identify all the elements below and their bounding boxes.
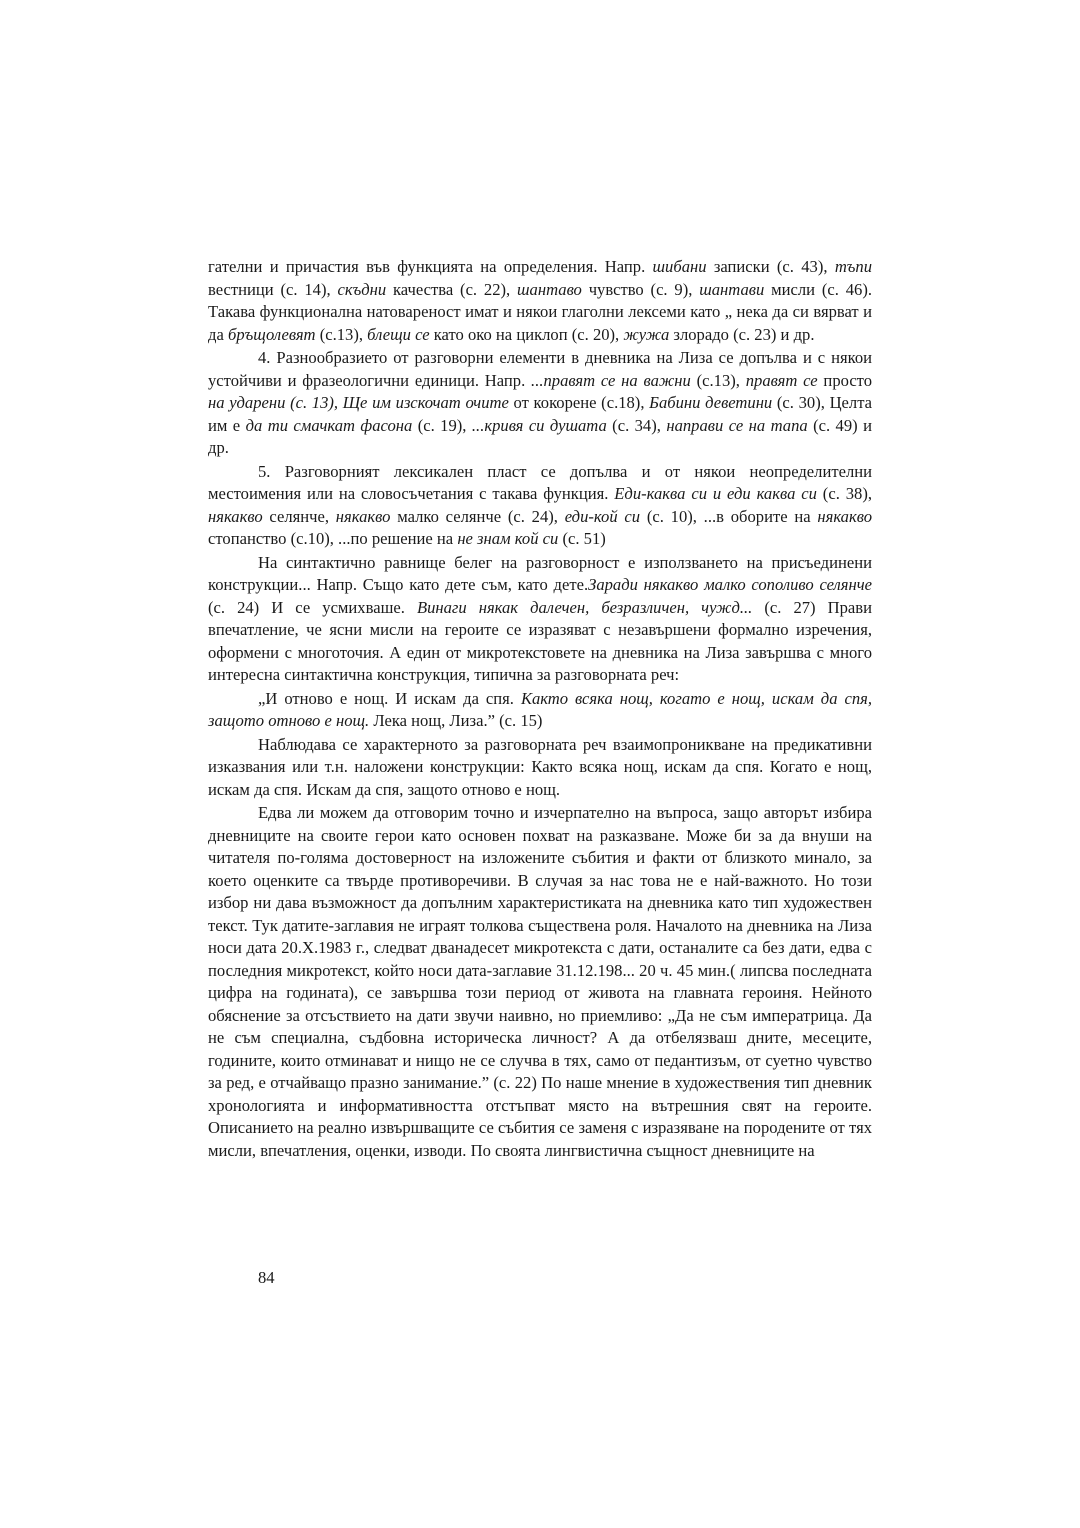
- text-segment: (с.13),: [315, 324, 368, 344]
- page-body: [208, 256, 872, 1163]
- italic-text-segment: шантаво: [517, 279, 582, 299]
- text-segment: мисли (с. 46). Такава функционална натовареност имат и някои глаголни лексеми като „ нека да си вярват и да: [208, 279, 872, 344]
- paragraph: [208, 256, 872, 346]
- text-segment: малко селянче (с. 24),: [390, 506, 565, 526]
- paragraph: [208, 552, 872, 687]
- text-segment: Едва ли можем да отговорим точно и изчерпателно на въпроса, защо авторът избира дневниците на своите герои като основен похват на разказване. Може би за да внуши на читателя по-голяма достоверност на изложените събития и факти от близкото минало, за което оценките са твърде противоречиви. В случая за нас това не е най-важното. Но този избор ни дава възможност да допълним характеристиката на дневника като тип художествен текст. Тук датите-заглавия не играят толкова съществена роля. Началото на дневника на Лиза носи дата 20.Х.1983 г., следват дванадесет микротекста с дати, останалите са без дати, едва с последния микротекст, който носи дата-заглавие 31.12.198... 20 ч. 45 мин.( липсва последната цифра на годината), се завършва този период от живота на главната героиня. Нейното обяснение за отсъствието на дати звучи наивно, но приемливо: „Да не съм императрица. Да не съм специална, съдбовна историческа личност? А да отбелязваш дните, месеците, годините, които отминават и нищо не се случва в тях, само от педантизъм, от суетно чувство за ред, е отчайващо празно занимание.” (с. 22) По наше мнение в художествения тип дневник хронологията и информативността отстъпват място на вътрешния свят на героите. Описанието на реално извършващите се събития се заменя с изразяване на породените от тях мисли, впечатления, оценки, изводи. По своята лингвистична същност дневниците на: [208, 803, 872, 1160]
- italic-text-segment: ...правят се на важни: [531, 370, 691, 390]
- text-segment: (с. 49) и др.: [208, 415, 872, 457]
- italic-text-segment: Както всяка нощ, когато е нощ, искам да спя, защото отново е нощ.: [208, 688, 872, 730]
- paragraph: [208, 461, 872, 551]
- paragraph: [208, 802, 872, 1162]
- text-segment: 4. Разнообразието от разговорни елементи в дневника на Лиза се допълва и с някои устойчиви и фразеологични единици. Напр.: [208, 348, 872, 390]
- text-segment: „И отново е нощ. И искам да спя.: [258, 688, 521, 708]
- text-segment: от кокорене (с.18),: [508, 393, 650, 412]
- italic-text-segment: шибани: [652, 257, 707, 276]
- italic-text-segment: еди-кой си: [564, 506, 641, 526]
- italic-text-segment: бръщолевят: [227, 324, 316, 344]
- text-segment: просто: [817, 370, 873, 390]
- italic-text-segment: някакво: [817, 506, 873, 526]
- italic-text-segment: някакво: [335, 506, 391, 526]
- text-segment: селянче,: [262, 506, 336, 526]
- text-segment: (с. 10), ...в оборите на: [640, 506, 818, 526]
- italic-text-segment: на ударени (с. 13), Ще им изскочат очите: [208, 393, 509, 412]
- text-segment: (с.13),: [690, 370, 746, 390]
- text-segment: Наблюдава се характерното за разговорната реч взаимопроникване на предикативни изказвания или т.н. наложени конструкции: Както всяка нощ, искам да спя. Когато е нощ, искам да спя. Искам да спя, защото отново е нощ.: [208, 734, 872, 799]
- text-segment: (с. 24) И се усмихваше.: [208, 597, 417, 617]
- text-segment: вестници (с. 14),: [208, 279, 338, 299]
- text-segment: стопанство (с.10), ...по решение на: [208, 529, 458, 548]
- paragraph: [208, 734, 872, 802]
- italic-text-segment: да ти смачкат фасона: [245, 415, 413, 435]
- text-segment: качества (с. 22),: [386, 279, 518, 299]
- text-segment: злорадо (с. 23) и др.: [669, 324, 815, 344]
- paragraph: [208, 688, 872, 733]
- paragraph: [208, 347, 872, 460]
- text-segment: чувство (с. 9),: [581, 279, 700, 299]
- text-segment: (с. 27) Прави впечатление, че ясни мисли на героите се изразяват с незавършени формално изречения, оформени с многоточия. А един от микротекстовете на дневника на Лиза завършва с много интересна синтактична конструкция, типична за разговорната реч:: [208, 597, 872, 684]
- text-segment: Лека нощ, Лиза.” (с. 15): [369, 711, 543, 730]
- text-segment: гателни и причастия във функцията на определения. Напр.: [208, 257, 653, 276]
- text-segment: записки (с. 43),: [706, 257, 835, 276]
- text-segment: На синтактично равнище белег на разговорност е използването на присъединени конструкции... Напр. Също като дете съм, като дете.: [208, 552, 872, 594]
- text-segment: като око на циклоп (с. 20),: [429, 324, 624, 344]
- italic-text-segment: правят се: [745, 370, 818, 390]
- italic-text-segment: шантави: [699, 279, 765, 299]
- italic-text-segment: Еди-каква си и еди каква си: [614, 484, 817, 503]
- text-segment: (с. 30), Целта им е: [208, 393, 873, 435]
- italic-text-segment: блещи се: [367, 324, 430, 344]
- italic-text-segment: тъпи: [834, 257, 873, 276]
- text-segment: (с. 38),: [816, 484, 872, 503]
- italic-text-segment: някакво: [208, 506, 263, 526]
- italic-text-segment: не знам кой си: [457, 529, 559, 548]
- italic-text-segment: Бабини деветини: [649, 393, 773, 412]
- italic-text-segment: скъдни: [337, 279, 387, 299]
- italic-text-segment: направи се на тапа: [666, 415, 808, 435]
- text-segment: (с. 34),: [606, 415, 667, 435]
- italic-text-segment: Заради някакво малко сополиво селянче: [588, 575, 872, 594]
- text-segment: (с. 51): [558, 529, 606, 548]
- text-segment: (с. 19),: [412, 415, 472, 435]
- italic-text-segment: ...кривя си душата: [471, 415, 607, 435]
- page-number: 84: [258, 1268, 275, 1287]
- text-segment: 5. Разговорният лексикален пласт се допълва и от някои неопределителни местоимения или на словосъчетания с такава функция.: [208, 461, 872, 503]
- italic-text-segment: жужа: [623, 324, 670, 344]
- italic-text-segment: Винаги някак далечен, безразличен, чужд...: [416, 597, 753, 617]
